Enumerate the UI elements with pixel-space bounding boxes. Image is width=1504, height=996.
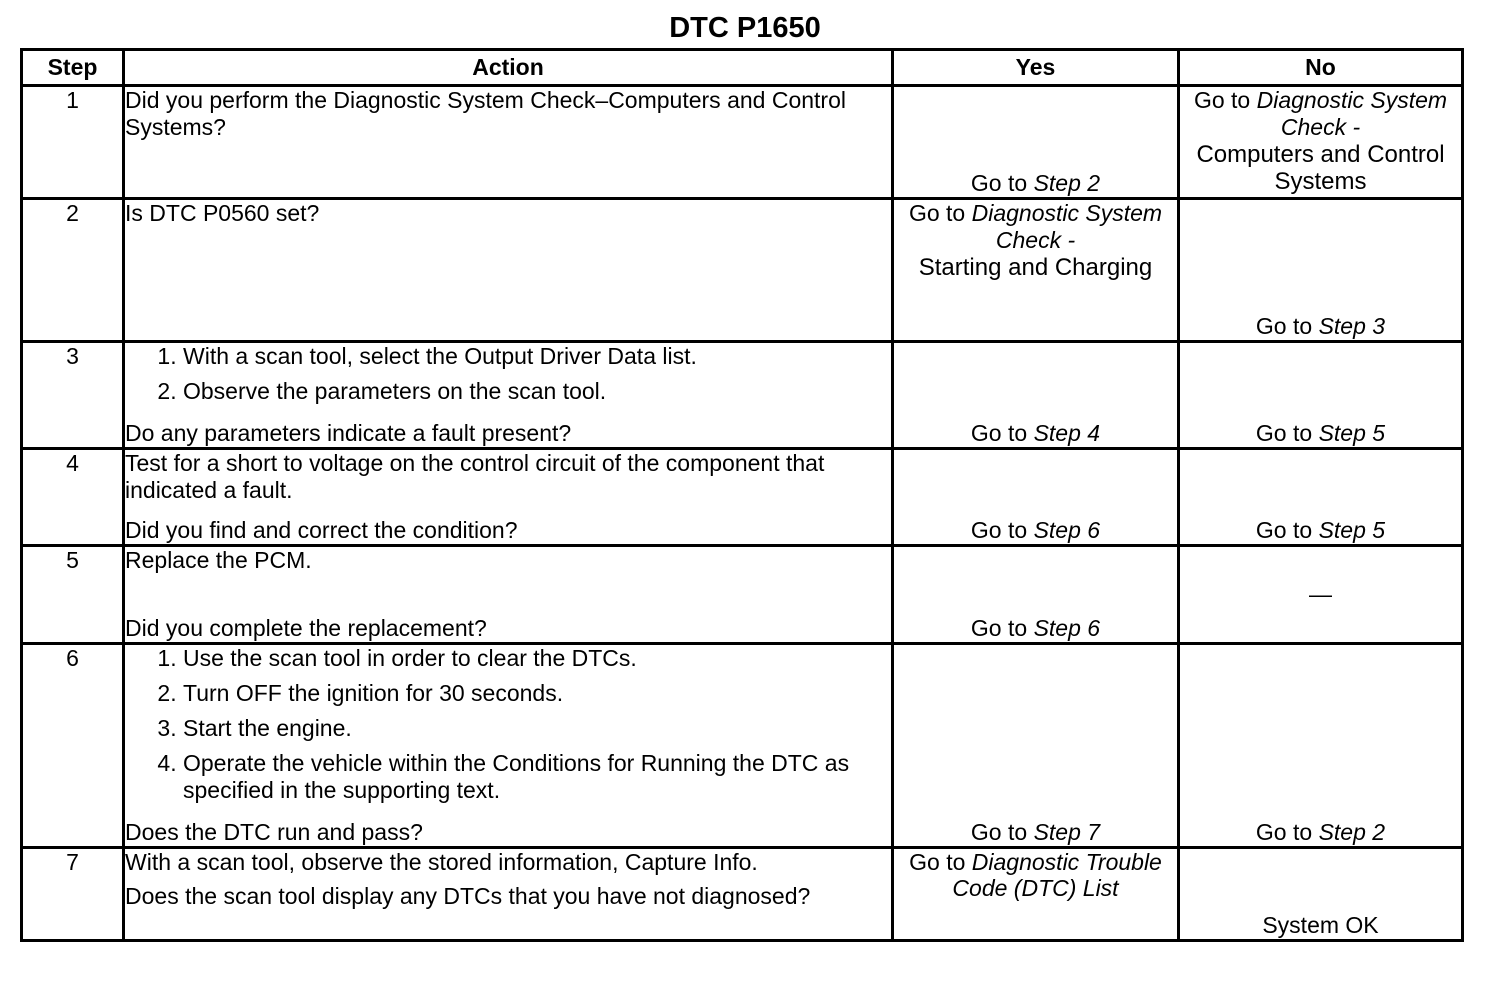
- yes-result: [894, 849, 1177, 901]
- action-cell: [124, 86, 893, 199]
- action-question: Did you find and correct the condition?: [125, 517, 518, 543]
- no-diagnostic-link[interactable]: Diagnostic System Check -: [1256, 87, 1448, 140]
- header-step: Step: [22, 50, 124, 86]
- no-prefix: Go to: [1255, 517, 1319, 543]
- yes-prefix: Go to: [970, 517, 1034, 543]
- action-text: With a scan tool, observe the stored information, Capture Info.: [125, 849, 758, 875]
- list-item: 2. Observe the parameters on the scan tool.: [183, 378, 891, 405]
- table-row: [22, 86, 1463, 199]
- action-question: Do any parameters indicate a fault present?: [125, 420, 572, 446]
- yes-prefix: Go to: [970, 170, 1034, 196]
- step-number: 7: [22, 848, 124, 941]
- yes-suffix: Starting and Charging: [918, 254, 1153, 281]
- table-row: [22, 342, 1463, 449]
- page-title: DTC P1650: [669, 12, 821, 44]
- list-item: 1. Use the scan tool in order to clear the DTCs.: [183, 645, 891, 672]
- no-result: [1180, 87, 1461, 141]
- table-row: [22, 449, 1463, 546]
- no-cell: [1179, 644, 1463, 848]
- yes-prefix: Go to: [970, 420, 1034, 446]
- no-prefix: Go to: [1255, 313, 1319, 339]
- list-item: 4. Operate the vehicle within the Conditions for Running the DTC as specified in the supporting text.: [183, 750, 891, 804]
- yes-step-link[interactable]: Step 2: [1033, 170, 1101, 196]
- no-result: [1180, 420, 1461, 447]
- no-result: [1180, 313, 1461, 340]
- list-item: 1. With a scan tool, select the Output Driver Data list.: [183, 343, 891, 370]
- yes-cell: [893, 86, 1179, 199]
- no-step-link[interactable]: Step 3: [1318, 313, 1386, 339]
- no-cell: [1179, 848, 1463, 941]
- action-cell: [124, 449, 893, 546]
- yes-result: [894, 420, 1177, 447]
- step-number: 5: [22, 546, 124, 644]
- action-question: Did you complete the replacement?: [125, 615, 487, 641]
- yes-cell: [893, 644, 1179, 848]
- dtc-table: [20, 48, 1464, 942]
- action-cell: [124, 644, 893, 848]
- table-row: [22, 848, 1463, 941]
- no-result: [1180, 819, 1461, 846]
- no-cell: [1179, 86, 1463, 199]
- yes-step-link[interactable]: Step 7: [1033, 819, 1101, 845]
- no-cell: [1179, 199, 1463, 342]
- no-cell: [1179, 449, 1463, 546]
- yes-step-link[interactable]: Step 6: [1033, 517, 1101, 543]
- action-list: [125, 343, 891, 413]
- yes-prefix: Go to: [908, 200, 972, 226]
- no-prefix: Go to: [1255, 819, 1319, 845]
- table-row: [22, 199, 1463, 342]
- no-cell: [1179, 342, 1463, 449]
- action-text: Replace the PCM.: [125, 547, 312, 573]
- no-suffix: Computers and Control Systems: [1196, 141, 1445, 195]
- yes-result: [894, 517, 1177, 544]
- table-row: [22, 644, 1463, 848]
- yes-cell: [893, 449, 1179, 546]
- step-number: 3: [22, 342, 124, 449]
- no-step-link[interactable]: Step 2: [1318, 819, 1386, 845]
- yes-prefix: Go to: [970, 615, 1034, 641]
- action-question: Does the scan tool display any DTCs that you have not diagnosed?: [125, 883, 811, 909]
- action-cell: [124, 848, 893, 941]
- yes-cell: [893, 342, 1179, 449]
- step-number: 6: [22, 644, 124, 848]
- yes-cell: [893, 546, 1179, 644]
- no-step-link[interactable]: Step 5: [1318, 517, 1386, 543]
- header-action: Action: [124, 50, 893, 86]
- step-number: 1: [22, 86, 124, 199]
- action-text: Is DTC P0560 set?: [125, 200, 320, 226]
- action-cell: [124, 546, 893, 644]
- header-yes: Yes: [893, 50, 1179, 86]
- yes-result: [894, 819, 1177, 846]
- yes-result: [894, 615, 1177, 642]
- list-item: 2. Turn OFF the ignition for 30 seconds.: [183, 680, 891, 707]
- action-cell: [124, 342, 893, 449]
- no-prefix: Go to: [1193, 87, 1257, 113]
- table-row: [22, 546, 1463, 644]
- yes-diagnostic-link[interactable]: Diagnostic System Check -: [971, 200, 1163, 253]
- header-no: No: [1179, 50, 1463, 86]
- yes-cell: [893, 848, 1179, 941]
- header-row: [22, 50, 1463, 86]
- yes-dtc-list-link[interactable]: Diagnostic Trouble Code (DTC) List: [952, 849, 1162, 901]
- list-item: 3. Start the engine.: [183, 715, 891, 742]
- yes-cell: [893, 199, 1179, 342]
- step-number: 4: [22, 449, 124, 546]
- no-cell: [1179, 546, 1463, 644]
- action-question: Does the DTC run and pass?: [125, 819, 423, 845]
- yes-prefix: Go to: [970, 819, 1034, 845]
- action-text: Did you perform the Diagnostic System Check–Computers and Control Systems?: [125, 87, 846, 140]
- no-result: [1180, 517, 1461, 544]
- no-prefix: Go to: [1255, 420, 1319, 446]
- no-result-dash: —: [1309, 581, 1332, 607]
- no-result-system-ok: System OK: [1262, 912, 1379, 938]
- action-cell: [124, 199, 893, 342]
- yes-prefix: Go to: [909, 849, 972, 875]
- action-list: [125, 645, 891, 812]
- yes-step-link[interactable]: Step 6: [1033, 615, 1101, 641]
- yes-result: [894, 200, 1177, 254]
- step-number: 2: [22, 199, 124, 342]
- yes-step-link[interactable]: Step 4: [1033, 420, 1101, 446]
- no-step-link[interactable]: Step 5: [1318, 420, 1386, 446]
- yes-result: [894, 170, 1177, 197]
- action-text: Test for a short to voltage on the control circuit of the component that indicated a fault.: [125, 450, 825, 503]
